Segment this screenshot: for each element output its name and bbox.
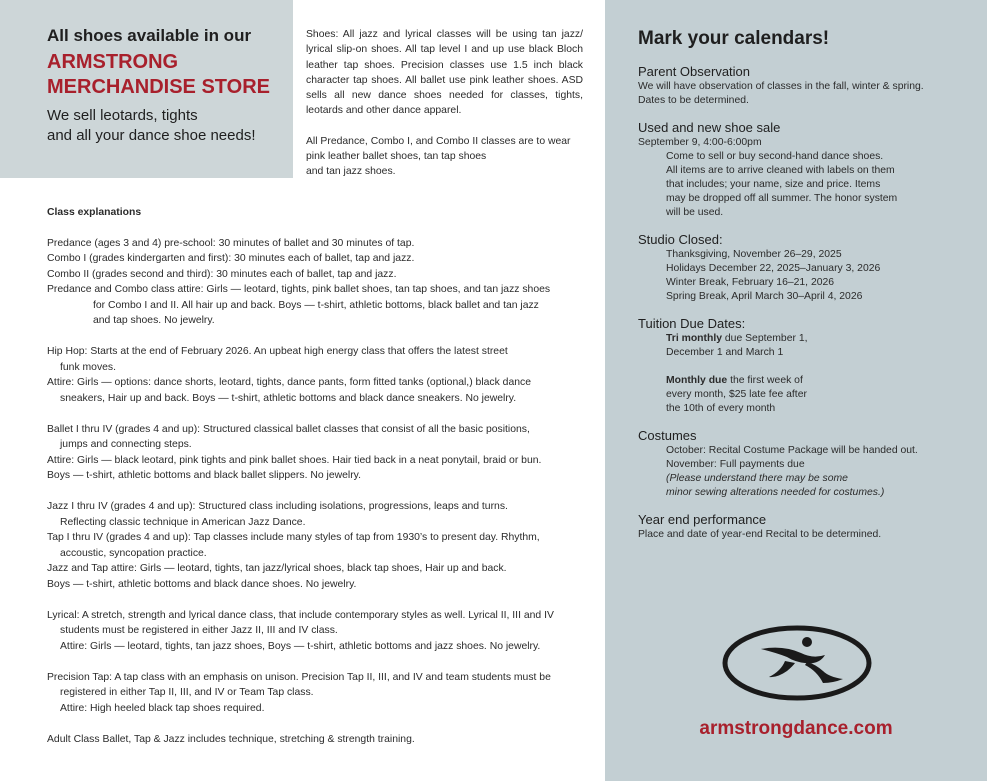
hiphop-attire-entry: Attire: Girls — options: dance shorts, leotard, tights, dance pants, form fitted tanks (optional,) black dance sneakers, Hair up and back. Boys — t-shirt, athletic bottoms and black dance sneakers. No jewelry. xyxy=(47,377,531,404)
calendar-title: Mark your calendars! xyxy=(638,28,830,49)
closed-item: Thanksgiving, November 26–29, 2025 xyxy=(666,249,842,260)
running-dancer-logo-icon xyxy=(721,625,873,701)
shoes-paragraph: Shoes: All jazz and lyrical classes will be using tan jazz/ lyrical slip-on shoes. All tap level I and up use black Bloch leather tap shoes. Precision classes use 1.5 inch black character tap shoes. All ballet use pink leather shoes. ASD sells all new dance shoes needed for classes, tights, leotards and other dance apparel. xyxy=(306,29,583,117)
ballet-girls-attire: Attire: Girls — black leotard, pink tights and pink ballet shoes. Hair tied back in a neat ponytail, braid or bun. xyxy=(47,454,542,466)
costumes-title: Costumes xyxy=(638,428,697,443)
merchandise-promo xyxy=(0,0,293,178)
performance-title: Year end performance xyxy=(638,512,767,527)
store-name: ARMSTRONG MERCHANDISE STORE xyxy=(47,51,270,98)
promo-heading: All shoes available in our xyxy=(47,26,252,45)
shoe-sale-text: Come to sell or buy second-hand dance shoes. All items are to arrive cleaned with labels on them that includes; your name, size and price. Items may be dropped off all summer. The honor system will be used. xyxy=(666,151,898,218)
predance-entry: Predance (ages 3 and 4) pre-school: 30 minutes of ballet and 30 minutes of tap. xyxy=(47,237,415,249)
combo-attire-entry: Predance and Combo class attire: Girls — leotard, tights, pink ballet shoes, tan tap shoes, and tan jazz shoes for Combo I and II. All hair up and back. Boys — t-shirt, athletic bottoms, black ballet and tan jazz and tap shoes. No jewelry. xyxy=(47,284,551,326)
combo1-entry: Combo I (grades kindergarten and first): 30 minutes each of ballet, tap and jazz. xyxy=(47,253,415,264)
precision-entry: Precision Tap: A tap class with an emphasis on unison. Precision Tap II, III, and IV and team students must be registered in either Tap II, III, and IV or Team Tap class. xyxy=(47,671,551,698)
hiphop-entry: Hip Hop: Starts at the end of February 2026. An upbeat high energy class that offers the latest street funk moves. xyxy=(47,346,508,373)
closed-item: Holidays December 22, 2025–January 3, 2026 xyxy=(666,263,881,274)
tuition-title: Tuition Due Dates: xyxy=(638,316,746,331)
closed-title: Studio Closed: xyxy=(638,232,723,247)
closed-item: Spring Break, April March 30–April 4, 2026 xyxy=(666,291,863,302)
ballet-entry: Ballet I thru IV (grades 4 and up): Structured classical ballet classes that consist of all the basic positions, jumps and connecting steps. xyxy=(47,423,530,450)
combo2-entry: Combo II (grades second and third): 30 minutes each of ballet, tap and jazz. xyxy=(47,268,397,280)
precision-attire: Attire: High heeled black tap shoes required. xyxy=(60,702,265,714)
shoe-sale-date: September 9, 4:00-6:00pm xyxy=(638,137,762,148)
observation-text: We will have observation of classes in the fall, winter & spring. Dates to be determined. xyxy=(638,81,924,106)
jazz-tap-boys-attire: Boys — t-shirt, athletic bottoms and black dance shoes. No jewelry. xyxy=(47,578,357,590)
shoe-sale-title: Used and new shoe sale xyxy=(638,120,781,135)
class-explanations-heading: Class explanations xyxy=(47,207,142,218)
tri-monthly-text: Tri monthly due September 1, December 1 and March 1 xyxy=(666,333,808,358)
predance-shoes-paragraph: All Predance, Combo I, and Combo II classes are to wear pink leather ballet shoes, tan tap shoes and tan jazz shoes. xyxy=(306,135,571,178)
calendar-content xyxy=(638,64,968,542)
monthly-text: Monthly due the first week of every month, $25 late fee after the 10th of every month xyxy=(666,375,807,414)
lyrical-entry: Lyrical: A stretch, strength and lyrical dance class, that include contemporary styles as well. Lyrical II, III and IV students must be registered in either Jazz II, III and IV class. xyxy=(47,609,554,636)
observation-title: Parent Observation xyxy=(638,64,751,79)
costumes-text: October: Recital Costume Package will be handed out. November: Full payments due (Please understand there may be some minor sewing alterations needed for costumes.) xyxy=(666,445,918,498)
lyrical-attire: Attire: Girls — leotard, tights, tan jazz shoes, Boys — t-shirt, athletic bottoms and jazz shoes. No jewelry. xyxy=(60,640,541,652)
website-link[interactable]: armstrongdance.com xyxy=(699,718,893,739)
calendar-sidebar xyxy=(605,0,987,781)
promo-tagline: We sell leotards, tights and all your dance shoe needs! xyxy=(47,107,256,144)
jazz-tap-girls-attire: Jazz and Tap attire: Girls — leotard, tights, tan jazz/lyrical shoes, black tap shoes, Hair up and back. xyxy=(47,563,507,574)
adult-entry: Adult Class Ballet, Tap & Jazz includes technique, stretching & strength training. xyxy=(47,733,415,745)
ballet-boys-attire: Boys — t-shirt, athletic bottoms and black ballet slippers. No jewelry. xyxy=(47,470,361,481)
tap-entry: Tap I thru IV (grades 4 and up): Tap classes include many styles of tap from 1930’s to present day. Rhythm, accoustic, syncopation practice. xyxy=(47,532,540,559)
shoes-info xyxy=(306,27,583,180)
class-explanations xyxy=(47,205,587,747)
closed-item: Winter Break, February 16–21, 2026 xyxy=(666,277,835,288)
performance-text: Place and date of year-end Recital to be determined. xyxy=(638,529,882,540)
jazz-entry: Jazz I thru IV (grades 4 and up): Structured class including isolations, progressions, leaps and turns. Reflecting classic technique in American Jazz Dance. xyxy=(47,501,508,528)
